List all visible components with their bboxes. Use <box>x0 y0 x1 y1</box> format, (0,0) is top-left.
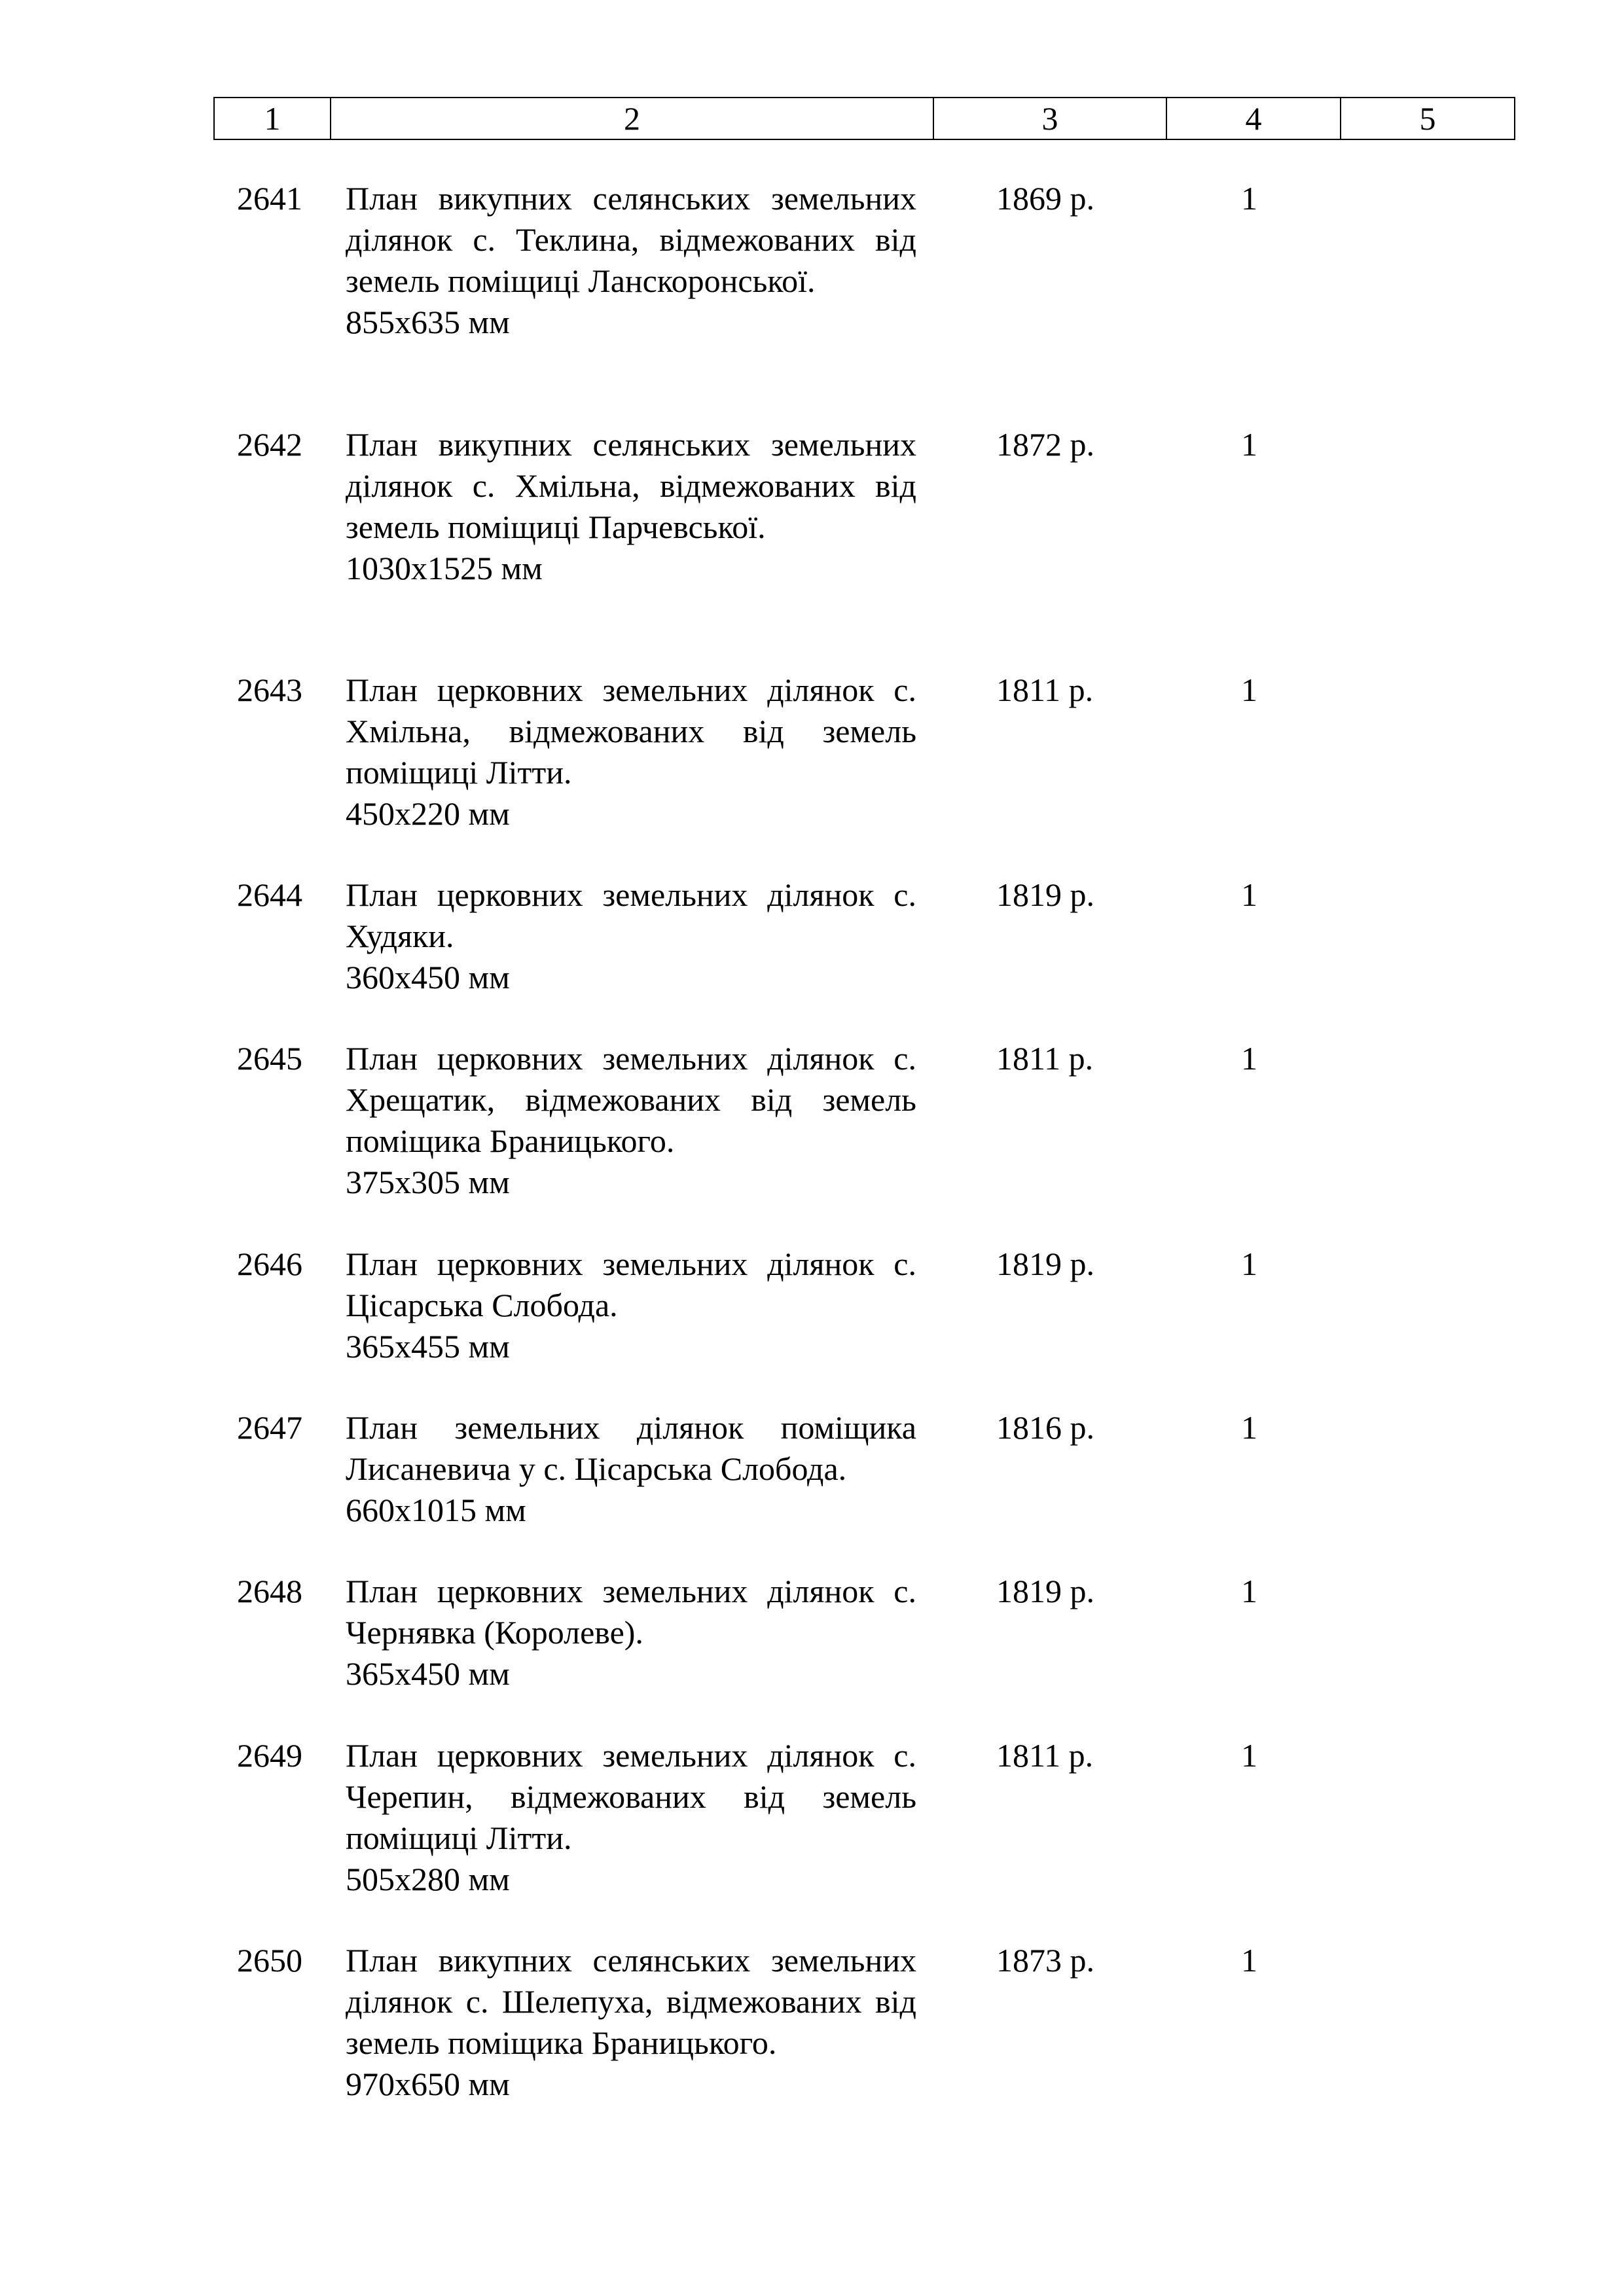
entry-number: 2650 <box>237 1942 302 1979</box>
header-cell-4: 4 <box>1166 98 1341 139</box>
entry-number: 2642 <box>237 426 302 463</box>
entry-count: 1 <box>1241 876 1257 913</box>
entry-count: 1 <box>1241 426 1257 463</box>
entry-year: 1816 р. <box>996 1409 1094 1446</box>
entry-size: 970х650 мм <box>346 2066 510 2102</box>
entry-description <box>346 1244 916 1367</box>
entry-size: 360х450 мм <box>346 959 510 996</box>
entry-year: 1819 р. <box>996 876 1094 913</box>
entry-year: 1872 р. <box>996 426 1094 463</box>
entry-count: 1 <box>1241 1246 1257 1282</box>
entry-size: 365х450 мм <box>346 1655 510 1692</box>
entry-number: 2644 <box>237 876 302 913</box>
entry-count: 1 <box>1241 1573 1257 1609</box>
column-number-header <box>213 97 1515 140</box>
entry-description <box>346 874 916 998</box>
entry-size: 365х455 мм <box>346 1328 510 1365</box>
entry-title: План земельних ділянок поміщика Лисаневича у с. Цісарська Слобода. <box>346 1409 916 1487</box>
header-cell-3: 3 <box>933 98 1166 139</box>
entry-title: План церковних земельних ділянок с. Чернявка (Королеве). <box>346 1573 916 1651</box>
entry-size: 660х1015 мм <box>346 1492 526 1528</box>
entry-number: 2648 <box>237 1573 302 1609</box>
entry-number: 2641 <box>237 180 302 217</box>
entry-year: 1811 р. <box>996 1040 1094 1077</box>
entry-year: 1811 р. <box>996 672 1094 708</box>
entry-size: 505х280 мм <box>346 1861 510 1897</box>
entry-year: 1811 р. <box>996 1737 1094 1774</box>
entry-year: 1819 р. <box>996 1573 1094 1609</box>
header-cell-1: 1 <box>214 98 331 139</box>
entry-title: План викупних селянських земельних ділянок с. Хмільна, відмежованих від земель поміщиці Парчевської. <box>346 426 916 545</box>
entry-count: 1 <box>1241 1409 1257 1446</box>
entry-year: 1873 р. <box>996 1942 1094 1979</box>
header-cell-5: 5 <box>1341 98 1515 139</box>
entry-count: 1 <box>1241 1942 1257 1979</box>
entry-title: План церковних земельних ділянок с. Черепин, відмежованих від земель поміщиці Літти. <box>346 1737 916 1856</box>
header-cell-2: 2 <box>331 98 933 139</box>
entry-title: План церковних земельних ділянок с. Цісарська Слобода. <box>346 1246 916 1323</box>
entry-year: 1869 р. <box>996 180 1094 217</box>
entry-description <box>346 1407 916 1531</box>
entry-title: План церковних земельних ділянок с. Хмільна, відмежованих від земель поміщиці Літти. <box>346 672 916 791</box>
entry-count: 1 <box>1241 1040 1257 1077</box>
entry-count: 1 <box>1241 672 1257 708</box>
entry-title: План церковних земельних ділянок с. Хрещатик, відмежованих від земель поміщика Браницького. <box>346 1040 916 1159</box>
entry-title: План церковних земельних ділянок с. Худяки. <box>346 876 916 954</box>
entry-number: 2647 <box>237 1409 302 1446</box>
entry-count: 1 <box>1241 180 1257 217</box>
entry-description <box>346 424 916 589</box>
entry-description <box>346 1940 916 2105</box>
entry-description <box>346 178 916 343</box>
entry-description <box>346 670 916 834</box>
entry-description <box>346 1735 916 1900</box>
entry-description <box>346 1038 916 1203</box>
entry-title: План викупних селянських земельних ділянок с. Шелепуха, відмежованих від земель поміщика Браницького. <box>346 1942 916 2061</box>
entry-number: 2645 <box>237 1040 302 1077</box>
entry-number: 2643 <box>237 672 302 708</box>
entry-size: 1030х1525 мм <box>346 550 543 586</box>
entry-description <box>346 1571 916 1695</box>
entry-year: 1819 р. <box>996 1246 1094 1282</box>
entry-count: 1 <box>1241 1737 1257 1774</box>
entry-size: 450х220 мм <box>346 795 510 832</box>
header-row <box>214 98 1515 139</box>
entry-title: План викупних селянських земельних ділянок с. Теклина, відмежованих від земель поміщиці Ланскоронської. <box>346 180 916 299</box>
entry-size: 855х635 мм <box>346 304 510 340</box>
entry-number: 2649 <box>237 1737 302 1774</box>
entry-number: 2646 <box>237 1246 302 1282</box>
entry-size: 375х305 мм <box>346 1164 510 1200</box>
